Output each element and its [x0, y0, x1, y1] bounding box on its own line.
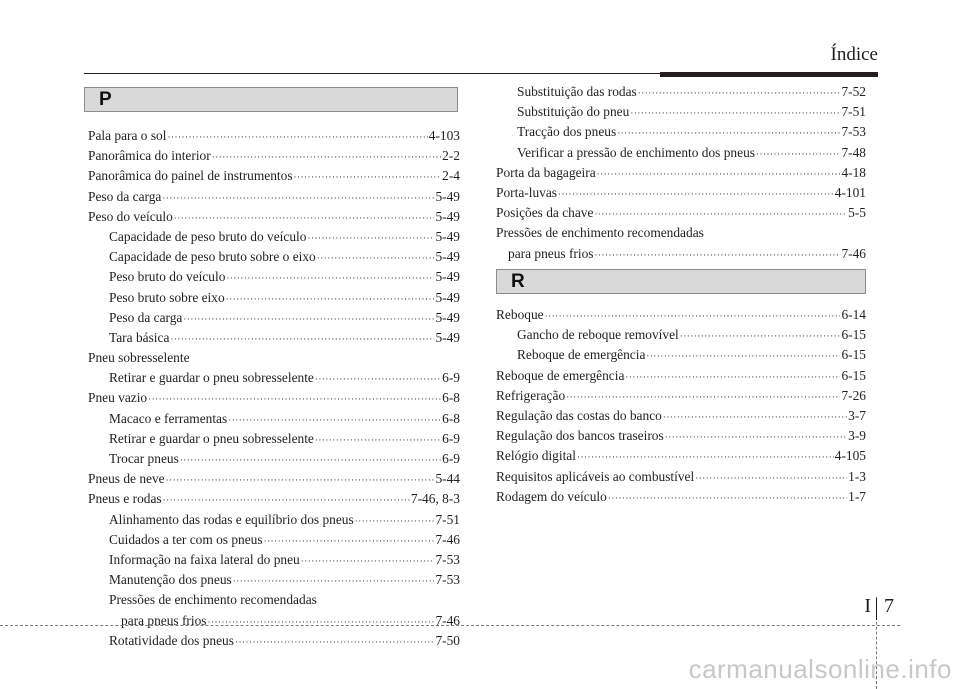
index-entry-text: Posições da chave [496, 205, 594, 221]
index-entry-page: 3-9 [848, 428, 866, 444]
section-header-p [84, 87, 458, 112]
index-entry[interactable] [88, 489, 460, 509]
section-letter-r: R [511, 271, 525, 292]
index-entry[interactable] [88, 267, 460, 287]
dot-leader [577, 447, 834, 467]
dot-leader [294, 167, 442, 187]
dot-leader [167, 127, 427, 147]
index-entry-page: 2-2 [442, 148, 460, 164]
index-entry-text: Verificar a pressão de enchimento dos pneus [517, 144, 755, 160]
dot-leader [594, 204, 847, 224]
index-entry-page: 5-5 [848, 205, 866, 221]
index-entry-page: 1-7 [848, 488, 866, 504]
index-entry-page: 4-18 [841, 164, 866, 180]
footer-separator [876, 598, 877, 620]
index-entry[interactable] [88, 631, 460, 651]
dot-leader [148, 389, 441, 409]
index-entry-text: Panorâmica do interior [88, 148, 211, 164]
index-entry[interactable] [88, 611, 460, 631]
index-entry-page: 7-52 [841, 84, 866, 99]
dot-leader [597, 164, 841, 184]
index-entry-text: Tara básica [109, 329, 170, 345]
index-entry-page: 6-9 [442, 451, 460, 466]
index-entry[interactable] [88, 146, 460, 166]
index-entry-text: Refrigeração [496, 387, 566, 403]
dot-leader [663, 407, 847, 427]
dot-leader [566, 387, 840, 407]
index-entry-page: 6-15 [841, 327, 866, 343]
dot-leader [680, 326, 841, 346]
dot-leader [170, 329, 434, 349]
index-entry[interactable] [88, 288, 460, 308]
index-entry-text: Informação na faixa lateral do pneu [109, 551, 300, 567]
index-entry-text: Substituição do pneu [517, 104, 630, 120]
dot-leader [226, 289, 435, 309]
index-entry[interactable] [496, 386, 866, 406]
dot-leader [183, 309, 434, 329]
index-entry-page: 5-49 [435, 309, 460, 325]
index-entry[interactable] [88, 207, 460, 227]
index-entry[interactable] [88, 328, 460, 348]
dot-leader [625, 367, 840, 387]
index-entry-page: 3-7 [848, 407, 866, 423]
index-entry[interactable] [88, 348, 460, 368]
index-entry-text: Regulação das costas do banco [496, 407, 662, 423]
dot-leader [180, 450, 441, 470]
dot-leader [646, 346, 840, 366]
index-entry-page: 4-103 [428, 128, 460, 143]
index-entry-text: Peso bruto sobre eixo [109, 289, 225, 305]
dot-leader [315, 430, 441, 450]
index-entry[interactable] [496, 467, 866, 487]
index-entry-text: para pneus frios [121, 612, 207, 628]
index-entry-page: 6-14 [841, 307, 866, 322]
index-entry-page: 7-26 [841, 387, 866, 403]
dot-leader [630, 103, 840, 123]
dot-leader [163, 490, 410, 510]
index-entry-page: 5-49 [435, 208, 460, 224]
footer-dashed-rule [0, 625, 900, 626]
section-letter-p: P [99, 89, 112, 110]
index-entry[interactable] [496, 122, 866, 142]
index-entry-page: 1-3 [848, 468, 866, 484]
index-entry-text: Porta-luvas [496, 184, 557, 200]
index-entry-page: 6-8 [442, 390, 460, 406]
index-entry-text: Capacidade de peso bruto do veículo [109, 228, 307, 244]
index-entry-page: 7-46 [435, 612, 460, 628]
index-entry[interactable] [496, 163, 866, 183]
index-entry-page: 5-49 [435, 289, 460, 305]
index-entry-text: Relógio digital [496, 448, 576, 464]
index-entry-text: Tracção dos pneus [517, 124, 617, 140]
watermark-text: carmanualsonline.info [688, 654, 952, 684]
dot-leader [228, 410, 441, 430]
index-entry-page: 5-49 [435, 188, 460, 204]
dot-leader [558, 184, 834, 204]
index-entry[interactable] [496, 183, 866, 203]
index-entry-text: para pneus frios [508, 245, 594, 261]
index-column-right-top [496, 82, 866, 264]
dot-leader [595, 245, 841, 265]
index-entry-text: Pressões de enchimento recomendadas [496, 225, 704, 241]
index-entry-page: 6-9 [442, 430, 460, 446]
index-entry-text: Substituição das rodas [517, 84, 637, 99]
index-entry-text: Reboque [496, 307, 544, 322]
index-title: Índice [830, 44, 878, 65]
dot-leader [638, 83, 841, 103]
dot-leader [264, 531, 435, 551]
header-rule-accent [660, 72, 878, 77]
index-entry[interactable] [496, 345, 866, 365]
index-entry-page: 2-4 [442, 168, 460, 184]
index-entry-text: Pala para o sol [88, 128, 167, 143]
index-entry-text: Retirar e guardar o pneu sobresselente [109, 370, 314, 386]
index-entry-text: Reboque de emergência [496, 367, 625, 383]
index-entry-text: Panorâmica do painel de instrumentos [88, 168, 293, 184]
index-entry[interactable] [88, 126, 460, 146]
index-entry[interactable] [88, 510, 460, 530]
section-header-r [496, 269, 866, 294]
index-entry[interactable] [88, 409, 460, 429]
index-entry[interactable] [496, 366, 866, 386]
index-entry-text: Peso da carga [88, 188, 162, 204]
index-entry[interactable] [88, 187, 460, 207]
dot-leader [756, 144, 840, 164]
index-entry-page: 7-51 [435, 511, 460, 527]
dot-leader [233, 571, 435, 591]
index-entry-page: 6-15 [841, 347, 866, 363]
index-entry-page: 4-101 [834, 184, 866, 200]
index-entry-page: 5-49 [435, 228, 460, 244]
index-entry[interactable] [496, 223, 866, 243]
index-entry-page: 5-49 [435, 249, 460, 265]
dot-leader [208, 612, 435, 632]
index-entry-text: Capacidade de peso bruto sobre o eixo [109, 249, 316, 265]
index-entry[interactable] [88, 550, 460, 570]
dot-leader [665, 427, 847, 447]
index-entry-page: 7-46, 8-3 [410, 491, 460, 507]
dot-leader [174, 208, 435, 228]
index-entry-text: Gancho de reboque removível [517, 327, 679, 343]
index-entry-page: 7-51 [841, 104, 866, 120]
index-entry-page: 7-53 [841, 124, 866, 140]
index-entry[interactable] [88, 247, 460, 267]
index-entry-text: Pneus de neve [88, 471, 165, 487]
index-entry-page: 6-9 [442, 370, 460, 386]
index-entry-text: Pneu sobresselente [88, 350, 190, 366]
index-entry[interactable] [496, 203, 866, 223]
footer-page-number: 7 [884, 595, 894, 617]
index-entry-page: 7-50 [435, 632, 460, 648]
index-entry[interactable] [88, 166, 460, 186]
index-entry-page: 5-49 [435, 269, 460, 285]
index-entry[interactable] [88, 227, 460, 247]
dot-leader [695, 468, 847, 488]
index-entry-page: 7-53 [435, 551, 460, 567]
index-entry-page: 7-48 [841, 144, 866, 160]
dot-leader [166, 470, 435, 490]
index-entry-text: Pneus e rodas [88, 491, 162, 507]
dot-leader [301, 551, 435, 571]
index-entry-text: Pressões de enchimento recomendadas [109, 592, 317, 608]
index-entry[interactable] [496, 406, 866, 426]
index-entry-text: Retirar e guardar o pneu sobresselente [109, 430, 314, 446]
index-entry-text: Manutenção dos pneus [109, 572, 232, 588]
index-entry[interactable] [496, 446, 866, 466]
index-entry-text: Pneu vazio [88, 390, 148, 406]
dot-leader [162, 188, 434, 208]
index-entry-page: 7-46 [841, 245, 866, 261]
index-entry[interactable] [496, 143, 866, 163]
index-column-right-r [496, 305, 866, 507]
dot-leader [307, 228, 434, 248]
index-entry[interactable] [496, 305, 866, 325]
index-entry[interactable] [88, 368, 460, 388]
index-entry-page: 6-15 [841, 367, 866, 383]
index-entry[interactable] [496, 82, 866, 102]
index-entry-text: Peso da carga [109, 309, 183, 325]
index-entry[interactable] [88, 388, 460, 408]
index-entry[interactable] [88, 308, 460, 328]
index-column-left [88, 126, 460, 651]
dot-leader [355, 511, 435, 531]
dot-leader [212, 147, 441, 167]
index-entry[interactable] [496, 487, 866, 507]
index-entry[interactable] [88, 449, 460, 469]
index-entry[interactable] [496, 426, 866, 446]
index-entry-page: 7-53 [435, 572, 460, 588]
index-entry[interactable] [88, 590, 460, 610]
dot-leader [608, 488, 847, 508]
dot-leader [545, 306, 841, 326]
index-entry-page: 7-46 [435, 531, 460, 547]
index-entry-text: Trocar pneus [109, 451, 179, 466]
dot-leader [315, 369, 441, 389]
dot-leader [226, 268, 434, 288]
index-entry-text: Peso bruto do veículo [109, 269, 226, 285]
index-entry-page: 5-44 [435, 471, 460, 487]
index-entry[interactable] [496, 325, 866, 345]
index-entry-text: Reboque de emergência [517, 347, 646, 363]
index-entry-text: Peso do veículo [88, 208, 173, 224]
index-entry[interactable] [496, 244, 866, 264]
index-entry-text: Alinhamento das rodas e equilíbrio dos pneus [109, 511, 354, 527]
index-entry[interactable] [496, 102, 866, 122]
index-entry-page: 5-49 [435, 329, 460, 345]
index-entry-text: Rotatividade dos pneus [109, 632, 234, 648]
index-entry-page: 4-105 [834, 448, 866, 464]
index-entry-text: Macaco e ferramentas [109, 410, 228, 426]
index-entry-text: Porta da bagageira [496, 164, 596, 180]
index-entry-text: Cuidados a ter com os pneus [109, 531, 263, 547]
index-entry-text: Requisitos aplicáveis ao combustível [496, 468, 695, 484]
dot-leader [617, 123, 840, 143]
index-entry[interactable] [88, 530, 460, 550]
footer-section-label: I [864, 595, 871, 617]
index-entry[interactable] [88, 469, 460, 489]
index-entry-text: Regulação dos bancos traseiros [496, 428, 664, 444]
index-entry-text: Rodagem do veículo [496, 488, 607, 504]
index-entry[interactable] [88, 429, 460, 449]
index-entry[interactable] [88, 570, 460, 590]
dot-leader [235, 632, 434, 652]
index-entry-page: 6-8 [442, 410, 460, 426]
dot-leader [317, 248, 435, 268]
